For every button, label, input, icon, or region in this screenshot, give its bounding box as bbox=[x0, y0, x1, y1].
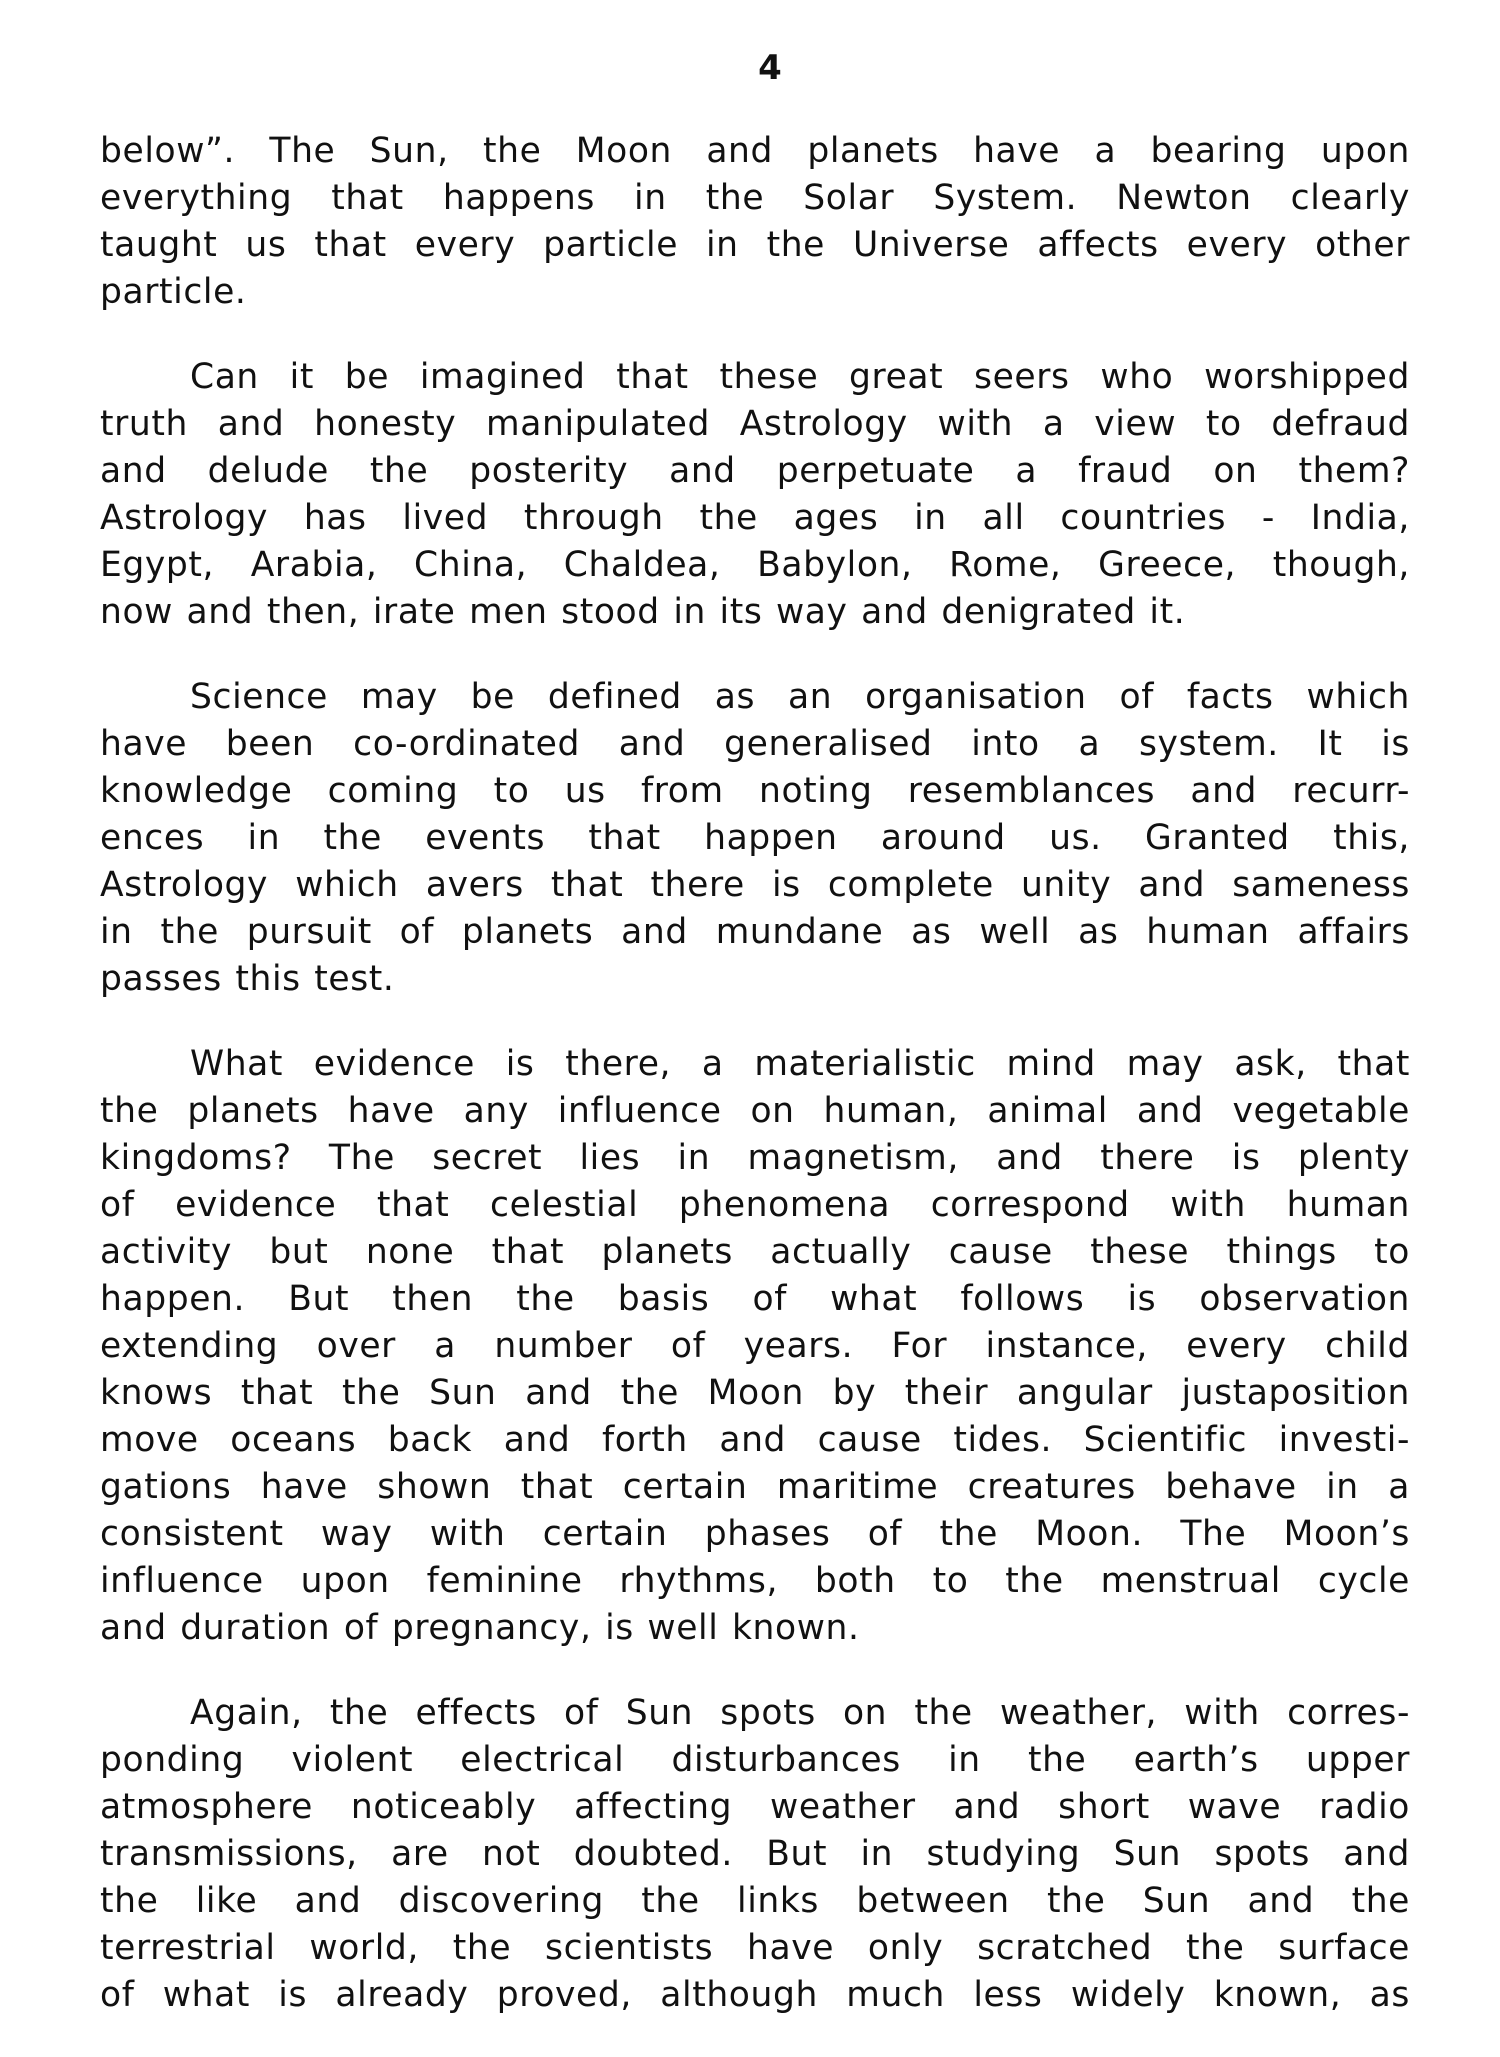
paragraph-1 bbox=[100, 128, 1410, 316]
text-line: gations have shown that certain maritime creatures behave in a bbox=[100, 1467, 1410, 1507]
text-line: particle. bbox=[100, 272, 247, 312]
text-line: consistent way with certain phases of the Moon. The Moon’s bbox=[100, 1514, 1410, 1554]
text-line: in the pursuit of planets and mundane as well as human affairs bbox=[100, 912, 1410, 952]
text-line: What evidence is there, a materialistic mind may ask, that bbox=[190, 1044, 1410, 1084]
text-line: below”. The Sun, the Moon and planets have a bearing upon bbox=[100, 131, 1410, 171]
text-line: move oceans back and forth and cause tides. Scientific investi- bbox=[100, 1420, 1410, 1460]
text-line: terrestrial world, the scientists have only scratched the surface bbox=[100, 1928, 1410, 1968]
text-line: knowledge coming to us from noting resemblances and recurr- bbox=[100, 771, 1410, 811]
document-page bbox=[100, 48, 1410, 2057]
text-line: passes this test. bbox=[100, 959, 395, 999]
text-line: kingdoms? The secret lies in magnetism, and there is plenty bbox=[100, 1138, 1410, 1178]
text-line: activity but none that planets actually cause these things to bbox=[100, 1232, 1410, 1272]
text-line: happen. But then the basis of what follows is observation bbox=[100, 1279, 1410, 1319]
text-line: Astrology has lived through the ages in all countries - India, bbox=[100, 498, 1410, 538]
text-line: transmissions, are not doubted. But in studying Sun spots and bbox=[100, 1834, 1410, 1874]
paragraph-5 bbox=[100, 1690, 1410, 2019]
text-line: knows that the Sun and the Moon by their angular justaposition bbox=[100, 1373, 1410, 1413]
text-line: of what is already proved, although much less widely known, as bbox=[100, 1975, 1410, 2015]
text-line: truth and honesty manipulated Astrology with a view to defraud bbox=[100, 404, 1410, 444]
text-line: ences in the events that happen around us. Granted this, bbox=[100, 818, 1410, 858]
paragraph-2 bbox=[100, 354, 1410, 636]
text-line: everything that happens in the Solar System. Newton clearly bbox=[100, 178, 1410, 218]
paragraph-4 bbox=[100, 1041, 1410, 1652]
text-line: and duration of pregnancy, is well known. bbox=[100, 1608, 860, 1648]
text-line: have been co-ordinated and generalised into a system. It is bbox=[100, 724, 1410, 764]
text-line: now and then, irate men stood in its way and denigrated it. bbox=[100, 592, 1186, 632]
text-line: taught us that every particle in the Universe affects every other bbox=[100, 225, 1410, 265]
text-line: extending over a number of years. For instance, every child bbox=[100, 1326, 1410, 1366]
text-line: atmosphere noticeably affecting weather and short wave radio bbox=[100, 1787, 1410, 1827]
text-line: the planets have any influence on human, animal and vegetable bbox=[100, 1091, 1410, 1131]
text-line: Egypt, Arabia, China, Chaldea, Babylon, Rome, Greece, though, bbox=[100, 545, 1410, 585]
paragraph-3 bbox=[100, 674, 1410, 1003]
text-line: Science may be defined as an organisation of facts which bbox=[190, 677, 1410, 717]
text-line: of evidence that celestial phenomena correspond with human bbox=[100, 1185, 1410, 1225]
page-number: 4 bbox=[758, 48, 782, 88]
text-line: and delude the posterity and perpetuate a fraud on them? bbox=[100, 451, 1410, 491]
text-line: Can it be imagined that these great seers who worshipped bbox=[190, 357, 1410, 397]
text-line: ponding violent electrical disturbances in the earth’s upper bbox=[100, 1740, 1410, 1780]
text-line: the like and discovering the links between the Sun and the bbox=[100, 1881, 1410, 1921]
text-line: influence upon feminine rhythms, both to the menstrual cycle bbox=[100, 1561, 1410, 1601]
text-line: Again, the effects of Sun spots on the weather, with corres- bbox=[190, 1693, 1410, 1733]
text-line: Astrology which avers that there is complete unity and sameness bbox=[100, 865, 1410, 905]
